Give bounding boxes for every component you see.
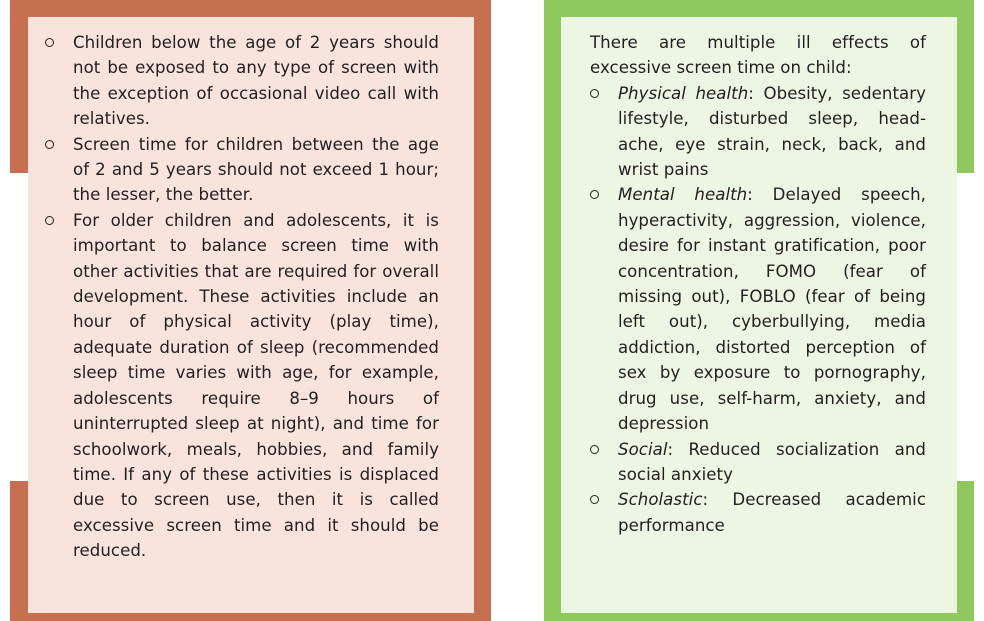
recommendations-list: [45, 30, 439, 564]
circle-bullet-icon: [590, 89, 599, 98]
ill-effects-list: [590, 81, 926, 538]
list-item-text: Children below the age of 2 years should not be exposed to any type of screen with the exception of occasional video call with relatives.: [73, 33, 439, 129]
ill-effects-intro: There are multiple ill effects of excessive screen time on child:: [590, 33, 926, 78]
circle-bullet-icon: [45, 38, 54, 47]
list-item: [590, 81, 926, 183]
ill-effects-text: [590, 30, 926, 538]
effect-term: Scholastic: [618, 490, 703, 510]
circle-bullet-icon: [590, 445, 599, 454]
effect-term: Mental health: [618, 185, 748, 205]
right-frame-gap: [957, 173, 975, 481]
list-item: [590, 437, 926, 488]
effect-term: Social: [618, 439, 668, 459]
circle-bullet-icon: [590, 190, 599, 199]
effect-description: : Reduced socialization and social anxiety: [618, 439, 926, 484]
list-item-text: Screen time for children between the age of 2 and 5 years should not exceed 1 hour; the lesser, the better.: [73, 134, 439, 205]
circle-bullet-icon: [590, 495, 599, 504]
effect-term: Physical health: [618, 83, 749, 103]
effect-description: : Delayed speech, hyperactivity, aggression, violence, desire for instant gratification, poor concentration, FOMO (fear of missing out), FOBLO (fear of being left out), cyberbullying, media addiction, distorted perception of sex by exposure to pornography, drug use, self-harm, anxiety, and depression: [618, 185, 926, 434]
left-frame-gap: [10, 173, 28, 481]
list-item: [45, 132, 439, 208]
circle-bullet-icon: [45, 140, 54, 149]
effect-description: : Decreased academic performance: [618, 490, 926, 535]
list-item: [590, 487, 926, 538]
circle-bullet-icon: [45, 216, 54, 225]
list-item: [590, 182, 926, 436]
recommendations-text: [45, 30, 439, 564]
list-item-text: For older children and adolescents, it is important to balance screen time with other activities that are required for overall development. These activities include an hour of physical activity (play time), adequate duration of sleep (recommended sleep time varies with age, for example, adolescents require 8–9 hours of uninterrupted sleep at night), and time for schoolwork, meals, hobbies, and family time. If any of these activities is displaced due to screen use, then it is called excessive screen time and it should be reduced.: [73, 210, 439, 561]
list-item: [45, 30, 439, 132]
list-item: [45, 208, 439, 564]
effect-description: : Obesity, sedentary lifestyle, disturbed sleep, head-ache, eye strain, neck, back, and wrist pains: [618, 83, 926, 180]
